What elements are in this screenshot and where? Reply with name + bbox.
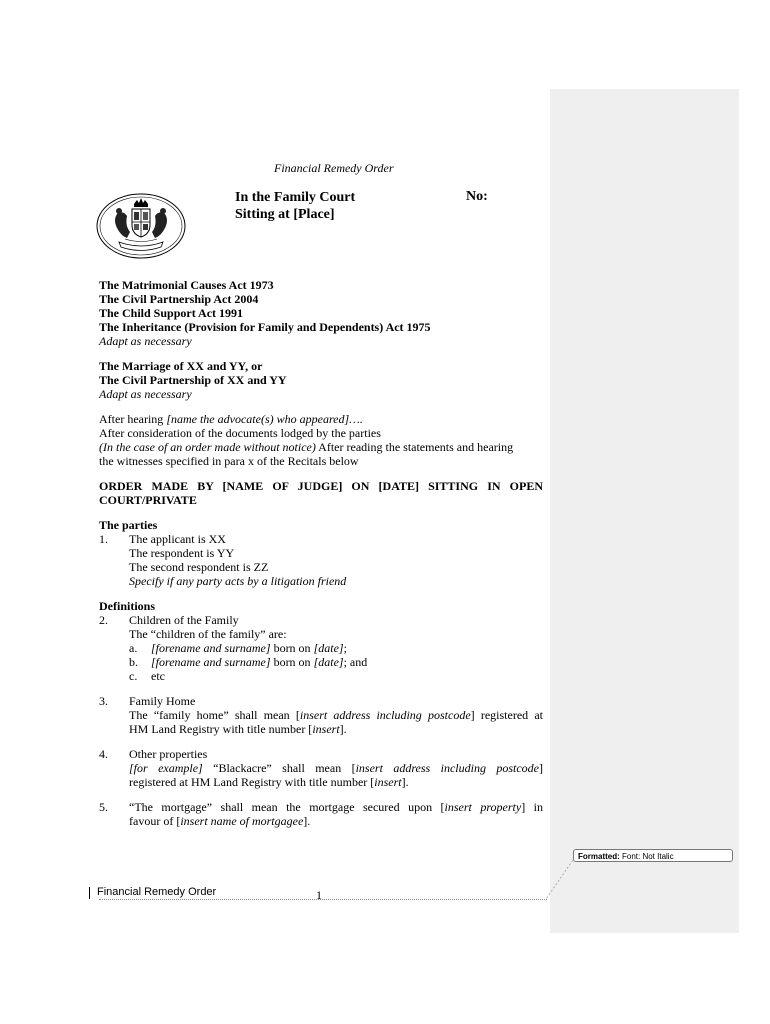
- item-number: 4.: [99, 747, 108, 761]
- child-end: ; and: [343, 655, 368, 669]
- child-date: [date]: [313, 641, 344, 655]
- respondent: The respondent is YY: [129, 546, 235, 560]
- text-run: ] in: [521, 800, 543, 814]
- text-run: ].: [303, 814, 311, 828]
- child-a: [129, 641, 367, 655]
- text-run: favour of [: [129, 814, 181, 828]
- placeholder-text: insert address including postcode: [355, 761, 539, 775]
- court-name: In the Family Court: [235, 190, 356, 205]
- other-properties-line-1: [129, 761, 543, 775]
- hearing-line-3: [99, 440, 543, 454]
- court-sitting: Sitting at [Place]: [235, 207, 335, 222]
- children-title: Children of the Family: [129, 613, 239, 627]
- children-intro: The “children of the family” are:: [129, 627, 287, 641]
- family-home-line-2: [129, 722, 543, 736]
- child-etc: [129, 669, 367, 683]
- child-date: [date]: [313, 655, 344, 669]
- child-name: [forename and surname]: [151, 641, 271, 655]
- adapt-note: Adapt as necessary: [99, 334, 192, 348]
- case-number-label: No:: [466, 189, 488, 204]
- change-bar: [89, 887, 90, 899]
- parties-number: 1.: [99, 532, 108, 546]
- hearing-advocates: [name the advocate(s) who appeared]….: [166, 412, 363, 426]
- placeholder-text: insert address including postcode: [299, 708, 471, 722]
- child-name: [forename and surname]: [151, 655, 271, 669]
- definition-item-4: [99, 747, 543, 789]
- child-letter: c.: [129, 669, 138, 683]
- order-heading-line-1: ORDER MADE BY [NAME OF JUDGE] ON [DATE] SITTING IN OPEN: [99, 479, 543, 493]
- text-run: ]: [539, 761, 543, 775]
- footer-divider: [99, 899, 547, 900]
- child-b: [129, 655, 367, 669]
- text-run: ].: [401, 775, 409, 789]
- order-body: [99, 278, 543, 828]
- placeholder-text: insert property: [444, 800, 522, 814]
- order-heading-line-2: COURT/PRIVATE: [99, 493, 197, 507]
- other-properties-title: Other properties: [129, 747, 208, 761]
- litigation-friend-note: Specify if any party acts by a litigation friend: [129, 574, 347, 588]
- marriage-line-1: The Marriage of XX and YY, or: [99, 359, 263, 373]
- item-number: 3.: [99, 694, 108, 708]
- parties-heading: The parties: [99, 518, 158, 532]
- markup-pane: [550, 89, 739, 933]
- placeholder-text: insert name of mortgagee: [180, 814, 304, 828]
- text-run: The “family home” shall mean [: [129, 708, 300, 722]
- child-end: ;: [343, 641, 347, 655]
- family-home-line-1: [129, 708, 543, 722]
- hearing-line-3-rest: After reading the statements and hearing: [315, 440, 514, 454]
- definition-item-3: [99, 694, 543, 736]
- comment-text: Font: Not Italic: [619, 852, 674, 861]
- text-run: “The mortgage” shall mean the mortgage secured upon [: [129, 800, 445, 814]
- child-letter: b.: [129, 655, 138, 669]
- footer-title: Financial Remedy Order: [97, 886, 217, 898]
- hearing-prefix: After hearing: [99, 412, 167, 426]
- text-run: ].: [339, 722, 347, 736]
- item-number: 5.: [99, 800, 108, 814]
- comment-label: Formatted:: [578, 852, 620, 861]
- placeholder-text: insert: [374, 775, 402, 789]
- hearing-line-1: [99, 412, 543, 426]
- text-run: HM Land Registry with title number [: [129, 722, 313, 736]
- hearing-without-notice: (In the case of an order made without notice): [99, 440, 316, 454]
- child-letter: a.: [129, 641, 138, 655]
- child-born: born on: [270, 655, 314, 669]
- mortgage-line-1: [129, 800, 543, 814]
- act-1: The Matrimonial Causes Act 1973: [99, 278, 274, 292]
- parties-item: [99, 532, 543, 588]
- act-4: The Inheritance (Provision for Family and Dependents) Act 1975: [99, 320, 431, 334]
- child-born: born on: [270, 641, 314, 655]
- act-2: The Civil Partnership Act 2004: [99, 292, 259, 306]
- family-home-title: Family Home: [129, 694, 196, 708]
- definitions-heading: Definitions: [99, 599, 156, 613]
- definition-item-2: [99, 613, 543, 683]
- court-heading: [235, 189, 355, 223]
- text-run: “Blackacre” shall mean [: [202, 761, 356, 775]
- placeholder-text: [for example]: [129, 761, 203, 775]
- applicant: The applicant is XX: [129, 532, 226, 546]
- item-number: 2.: [99, 613, 108, 627]
- other-properties-line-2: [129, 775, 543, 789]
- act-3: The Child Support Act 1991: [99, 306, 244, 320]
- text-run: ] registered at: [470, 708, 543, 722]
- comment-connector: [540, 855, 580, 905]
- hearing-line-4: the witnesses specified in para x of the Recitals below: [99, 454, 359, 468]
- second-respondent: The second respondent is ZZ: [129, 560, 269, 574]
- marriage-line-2: The Civil Partnership of XX and YY: [99, 373, 287, 387]
- form-title: Financial Remedy Order: [274, 161, 394, 175]
- placeholder-text: insert: [312, 722, 340, 736]
- formatting-comment-balloon[interactable]: [573, 849, 733, 862]
- marriage-note: Adapt as necessary: [99, 387, 192, 401]
- hearing-line-2: After consideration of the documents lodged by the parties: [99, 426, 381, 440]
- text-run: registered at HM Land Registry with title number [: [129, 775, 375, 789]
- child-etc-text: etc: [151, 669, 165, 683]
- royal-coat-of-arms-icon: [95, 192, 187, 260]
- page-number: 1: [316, 888, 322, 902]
- mortgage-line-2: [129, 814, 543, 828]
- definition-item-5: [99, 800, 543, 828]
